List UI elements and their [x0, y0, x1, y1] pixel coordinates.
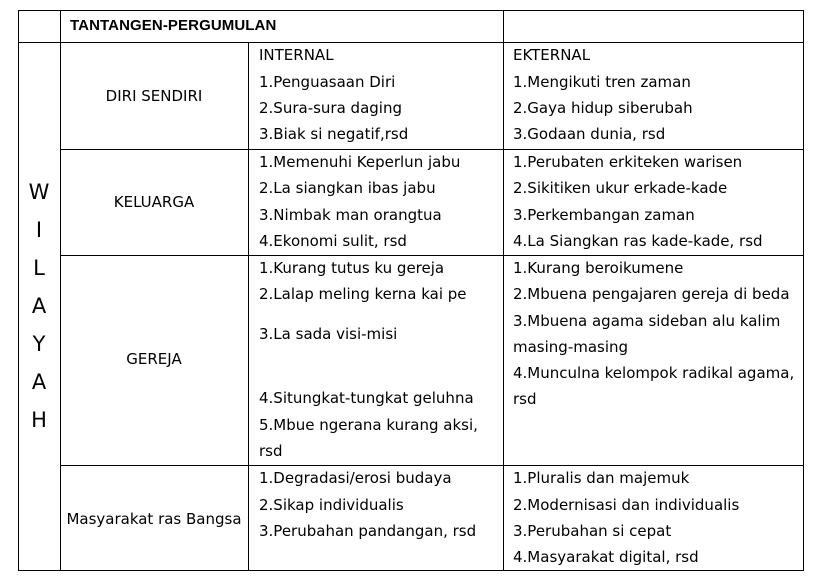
external-item: 4.Masyarakat digital, rsd	[513, 548, 699, 566]
external-item: 2.Mbuena pengajaren gereja di beda	[513, 285, 790, 303]
category-label: GEREJA	[126, 350, 182, 368]
internal-item: 3.Perubahan pandangan, rsd	[259, 522, 477, 540]
table-border-right	[803, 10, 804, 571]
external-item: 3.Godaan dunia, rsd	[513, 125, 666, 143]
side-letter: I	[35, 218, 43, 242]
category-label: DIRI SENDIRI	[105, 87, 203, 105]
external-item: 3.Perkembangan zaman	[513, 206, 695, 224]
external-item: 1.Mengikuti tren zaman	[513, 73, 691, 91]
category-label: Masyarakat ras Bangsa	[66, 510, 242, 528]
internal-item: 1.Penguasaan Diri	[259, 73, 396, 91]
internal-item: 3.La sada visi-misi	[259, 325, 398, 343]
internal-item: 4.Ekonomi sulit, rsd	[259, 232, 407, 250]
table-border-left	[18, 10, 19, 571]
table-title: TANTANGEN-PERGUMULAN	[70, 17, 277, 34]
side-letter: A	[31, 294, 47, 318]
internal-item: 2.La siangkan ibas jabu	[259, 179, 436, 197]
column-title-internal: INTERNAL	[259, 46, 334, 64]
internal-item: 5.Mbue ngerana kurang aksi,	[259, 416, 478, 434]
internal-item: 1.Memenuhi Keperlun jabu	[259, 153, 461, 171]
external-item: 2.Gaya hidup siberubah	[513, 99, 693, 117]
external-item: 3.Perubahan si cepat	[513, 522, 672, 540]
external-item: rsd	[513, 390, 537, 408]
table-divider-internal	[503, 10, 504, 571]
side-letter: Y	[32, 332, 46, 356]
internal-item: 2.Sura-sura daging	[259, 99, 402, 117]
table-divider-category	[248, 43, 249, 571]
column-title-external: EKTERNAL	[513, 46, 591, 64]
external-item: 3.Mbuena agama sideban alu kalim	[513, 312, 781, 330]
side-letter: H	[31, 408, 47, 432]
external-item: 2.Sikitiken ukur erkade-kade	[513, 179, 728, 197]
side-letter: L	[33, 256, 45, 280]
internal-item: 1.Kurang tutus ku gereja	[259, 259, 445, 277]
internal-item: 3.Biak si negatif,rsd	[259, 125, 409, 143]
category-label: KELUARGA	[113, 193, 195, 211]
external-item: 1.Perubaten erkiteken warisen	[513, 153, 743, 171]
internal-item: 2.Lalap meling kerna kai pe	[259, 285, 467, 303]
table-border-top	[18, 10, 804, 11]
external-item: 1.Kurang beroikumene	[513, 259, 684, 277]
header-divider	[18, 42, 804, 43]
side-letter: A	[31, 370, 47, 394]
internal-item: 4.Situngkat-tungkat geluhna	[259, 389, 474, 407]
external-item: masing-masing	[513, 338, 629, 356]
external-item: 2.Modernisasi dan individualis	[513, 496, 740, 514]
side-letter: W	[28, 180, 50, 204]
internal-item: 1.Degradasi/erosi budaya	[259, 469, 452, 487]
challenges-table	[18, 10, 804, 571]
internal-item: rsd	[259, 442, 283, 460]
internal-item: 2.Sikap individualis	[259, 496, 404, 514]
external-item: 4.Munculna kelompok radikal agama,	[513, 364, 795, 382]
external-item: 1.Pluralis dan majemuk	[513, 469, 690, 487]
internal-item: 3.Nimbak man orangtua	[259, 206, 442, 224]
external-item: 4.La Siangkan ras kade-kade, rsd	[513, 232, 763, 250]
